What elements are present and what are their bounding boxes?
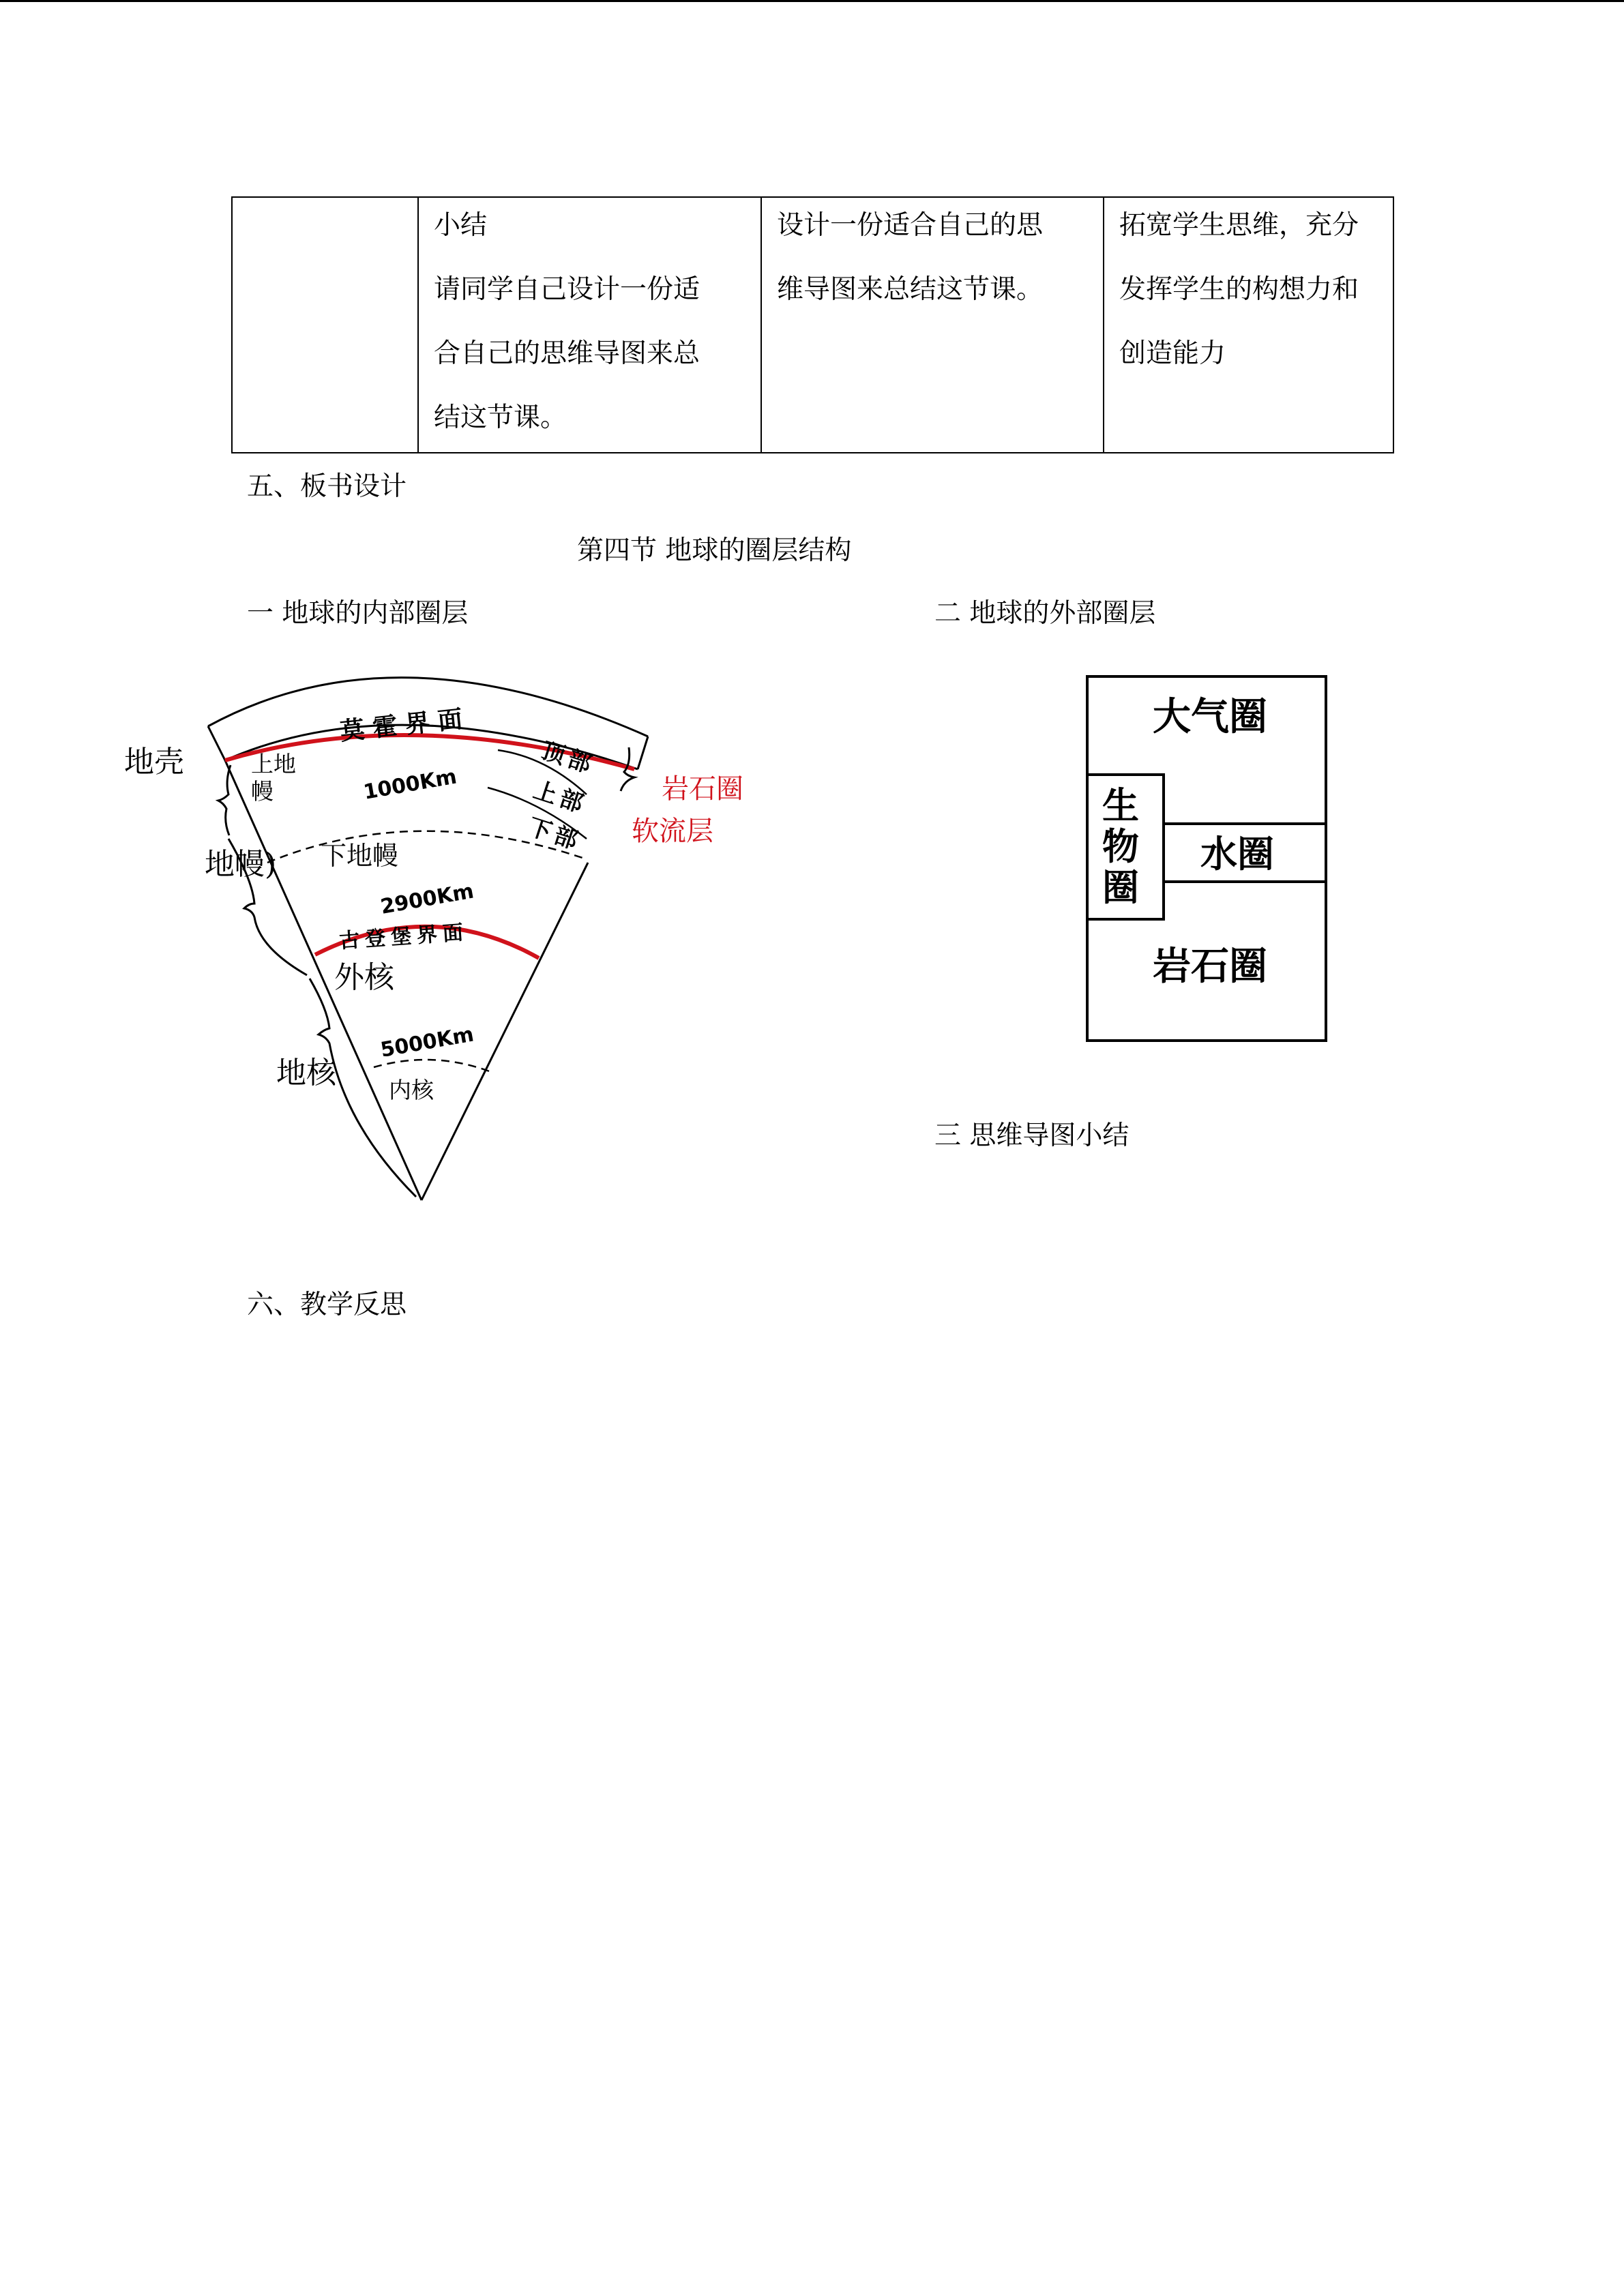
core-label: 地核 xyxy=(276,1056,336,1090)
upper-mantle-label xyxy=(251,751,296,805)
gutenberg-label: 古登堡界面 xyxy=(338,920,470,953)
atmosphere-label: 大气圈 xyxy=(1153,695,1267,739)
table-cell-design-intent: 拓宽学生思维，充分 发挥学生的构想力和 创造能力 xyxy=(1104,197,1393,453)
top-part-label: 顶部 xyxy=(538,736,599,780)
moho-label: 莫霍界面 xyxy=(338,704,472,746)
biosphere-label: 生 物 圈 xyxy=(1102,784,1139,909)
depth-2900km-label: 2900Km xyxy=(379,879,476,919)
earth-outer-spheres-diagram xyxy=(1084,674,1330,1042)
boundary-5000km-line xyxy=(374,1060,491,1072)
depth-5000km-label: 5000Km xyxy=(379,1022,476,1062)
outer-layers-heading: 二 地球的外部圈层 xyxy=(934,598,1156,629)
board-design-heading: 五、板书设计 xyxy=(247,471,407,502)
depth-1000km-label: 1000Km xyxy=(361,764,459,805)
lower-part-label: 下部 xyxy=(525,813,585,856)
hydrosphere-label: 水圈 xyxy=(1200,833,1274,876)
inner-core-label: 内核 xyxy=(389,1077,434,1103)
table-row xyxy=(232,197,1393,453)
table-cell-stage xyxy=(232,197,418,453)
upper-mantle-label: 上地 xyxy=(251,751,296,777)
lithosphere-label: 岩石圈 xyxy=(662,773,743,805)
table-cell-teacher-activity: 小结 请同学自己设计一份适 合自己的思维导图来总 结这节课。 xyxy=(418,197,761,453)
outer-core-label: 外核 xyxy=(334,960,394,995)
upper-mantle-label-line-2: 幔 xyxy=(251,778,274,805)
table-cell-student-activity: 设计一份适合自己的思 维导图来总结这节课。 xyxy=(761,197,1104,453)
crust-label: 地壳 xyxy=(124,745,184,779)
inner-layers-heading: 一 地球的内部圈层 xyxy=(247,598,469,629)
lower-mantle-label: 下地幔 xyxy=(321,841,399,871)
upper-part-label: 上部 xyxy=(530,776,591,820)
earth-inner-layers-diagram xyxy=(116,655,771,1214)
page-top-border xyxy=(0,0,1624,2)
asthenosphere-label: 软流层 xyxy=(632,816,713,847)
mindmap-heading: 三 思维导图小结 xyxy=(934,1120,1130,1151)
lesson-plan-table xyxy=(231,196,1394,453)
lithosphere-sphere-label: 岩石圈 xyxy=(1153,944,1267,989)
mantle-label: 地幔) xyxy=(205,847,277,882)
reflection-heading: 六、教学反思 xyxy=(247,1289,407,1320)
lesson-title: 第四节 地球的圈层结构 xyxy=(577,535,852,566)
